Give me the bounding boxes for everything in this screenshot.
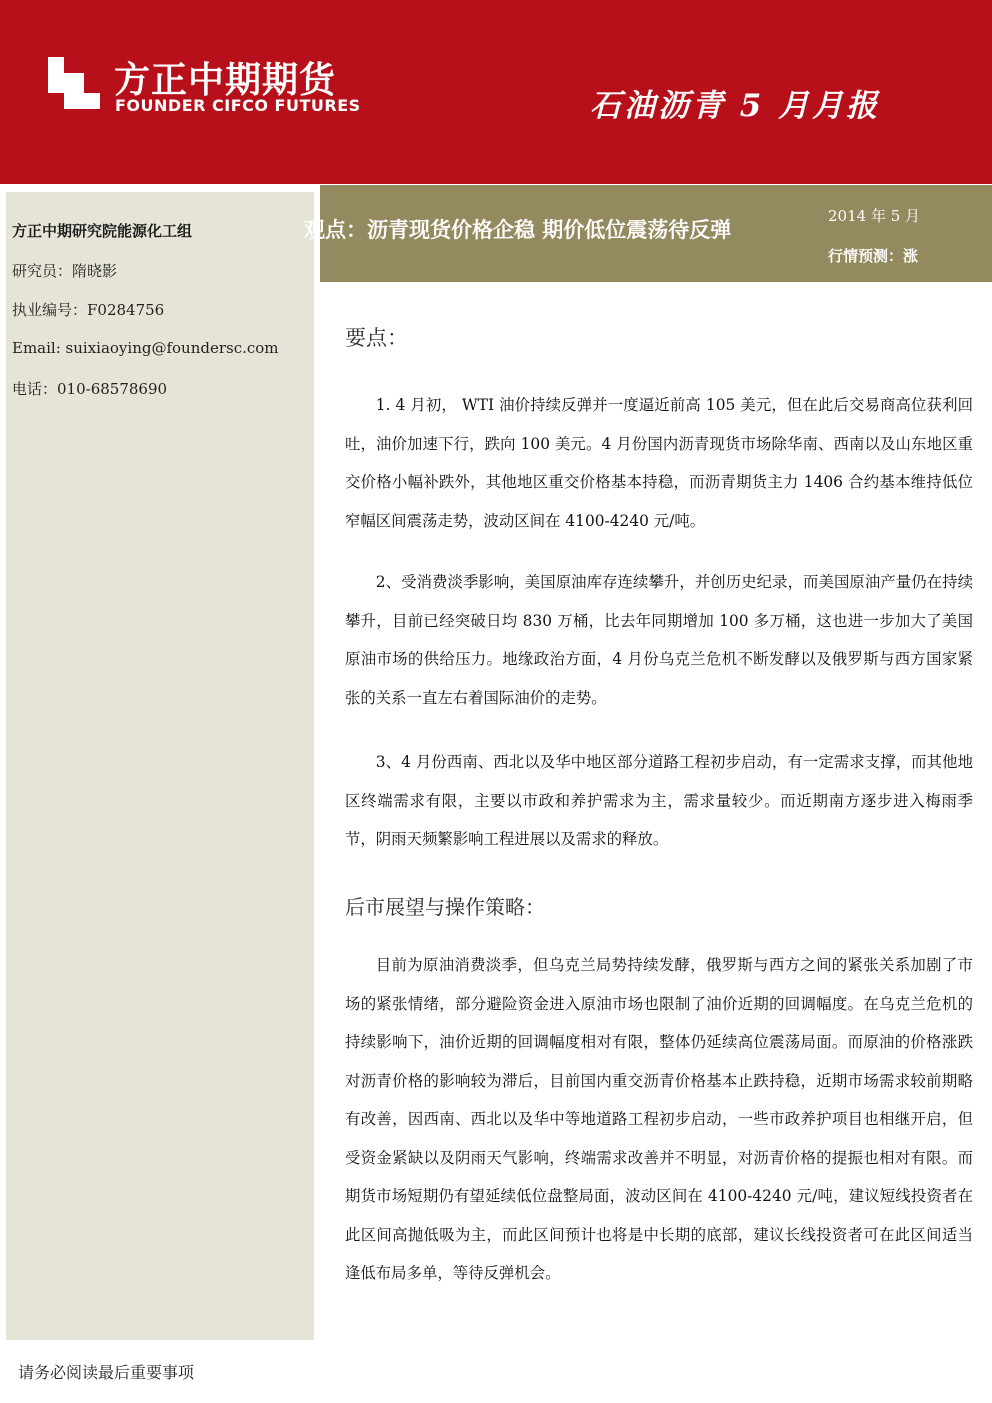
report-date: 2014 年 5 月: [828, 207, 921, 225]
research-group: 方正中期研究院能源化工组: [12, 222, 193, 240]
disclaimer-note: 请务必阅读最后重要事项: [18, 1363, 195, 1382]
brand-name-en: FOUNDER CIFCO FUTURES: [115, 96, 361, 115]
viewpoint-headline: 观点：沥青现货价格企稳 期价低位震荡待反弹: [304, 217, 732, 242]
report-title: 石油沥青 5 月月报: [590, 88, 881, 124]
key-point-1: 1. 4 月初， WTI 油价持续反弹并一度逼近前高 105 美元，但在此后交易商高位获利回吐，油价加速下行，跌向 100 美元。4 月份国内沥青现货市场除华南、西南以及山东地区重交价格小幅补跌外，其他地区重交价格基本持稳，而沥青期货主力 1406 合约基本维持低位窄幅区间震荡走势，波动区间在 4100-4240 元/吨。: [345, 396, 973, 530]
researcher-name: 研究员：隋晓影: [12, 262, 118, 280]
key-points-heading: 要点：: [345, 326, 408, 350]
email-address: Email: suixiaoying@foundersc.com: [12, 339, 279, 357]
key-point-3: 3、4 月份西南、西北以及华中地区部分道路工程初步启动，有一定需求支撑，而其他地区终端需求有限，主要以市政和养护需求为主，需求量较少。而近期南方逐步进入梅雨季节，阴雨天频繁影响工程进展以及需求的释放。: [345, 753, 973, 848]
outlook-paragraph: 目前为原油消费淡季，但乌克兰局势持续发酵，俄罗斯与西方之间的紧张关系加剧了市场的紧张情绪，部分避险资金进入原油市场也限制了油价近期的回调幅度。在乌克兰危机的持续影响下，油价近期的回调幅度相对有限，整体仍延续高位震荡局面。而原油的价格涨跌对沥青价格的影响较为滞后，目前国内重交沥青价格基本止跌持稳，近期市场需求较前期略有改善，因西南、西北以及华中等地道路工程初步启动，一些市政养护项目也相继开启，但受资金紧缺以及阴雨天气影响，终端需求改善并不明显，对沥青价格的提振也相对有限。而期货市场短期仍有望延续低位盘整局面，波动区间在 4100-4240 元/吨，建议短线投资者在此区间高抛低吸为主，而此区间预计也将是中长期的底部，建议长线投资者可在此区间适当逢低布局多单，等待反弹机会。: [345, 956, 973, 1282]
brand-name-cn: 方正中期期货: [114, 60, 337, 101]
report-header: [0, 0, 992, 184]
phone-number: 电话：010-68578690: [12, 380, 168, 398]
license-number: 执业编号：F0284756: [12, 301, 165, 319]
market-forecast: 行情预测：涨: [828, 247, 919, 265]
author-sidebar: [6, 192, 314, 1340]
outlook-heading: 后市展望与操作策略：: [345, 895, 545, 919]
founder-logo-icon: [48, 57, 100, 109]
key-point-2: 2、受消费淡季影响，美国原油库存连续攀升，并创历史纪录，而美国原油产量仍在持续攀升，目前已经突破日均 830 万桶，比去年同期增加 100 多万桶，这也进一步加大了美国原油市场的供给压力。地缘政治方面，4 月份乌克兰危机不断发酵以及俄罗斯与西方国家紧张的关系一直左右着国际油价的走势。: [345, 573, 973, 707]
